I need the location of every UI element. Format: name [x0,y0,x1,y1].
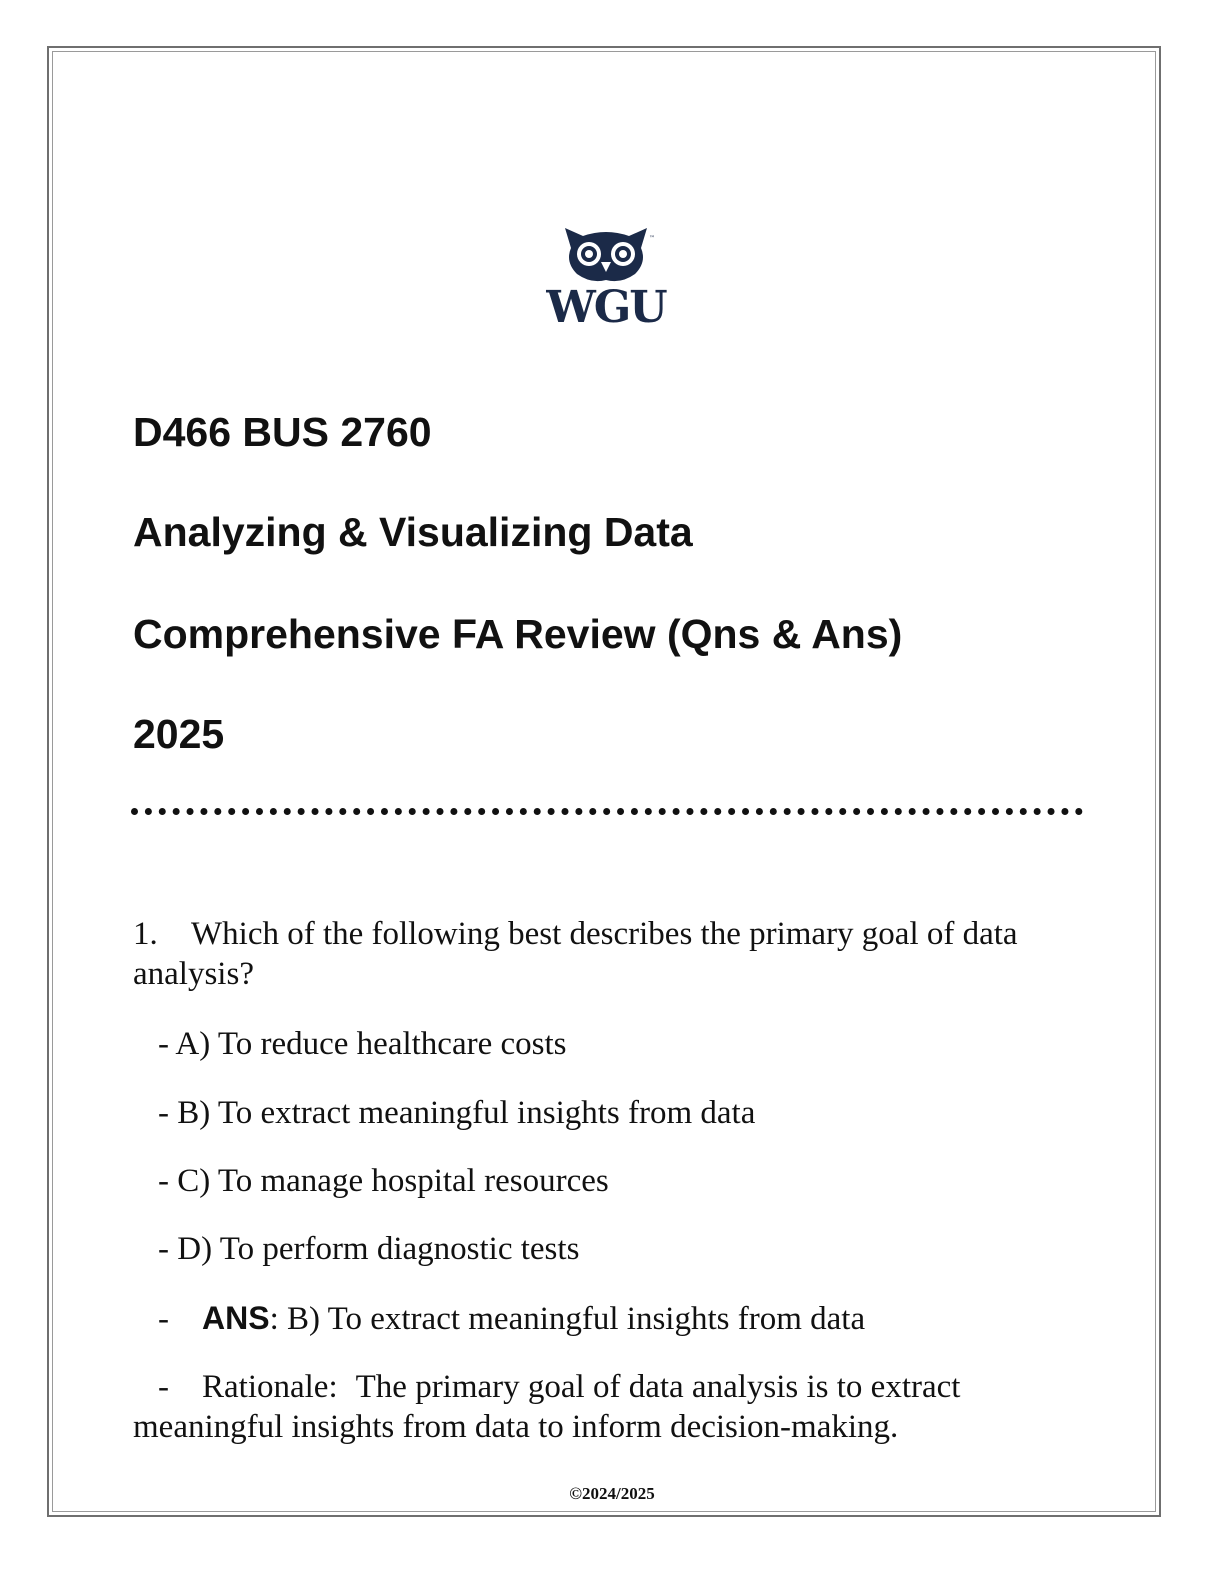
rationale-line [133,1367,1093,1447]
answer-label: ANS [202,1300,270,1336]
option-c: - C) To manage hospital resources [158,1163,609,1199]
document-year: 2025 [133,711,225,757]
dotted-divider [131,808,1083,815]
rationale-label: Rationale: [202,1369,338,1405]
wgu-logo [543,222,669,334]
answer-text: : B) To extract meaningful insights from data [269,1301,866,1337]
owl-icon [543,222,669,286]
rationale-text: The primary goal of data analysis is to extract meaningful insights from data to inform decision-making. [133,1369,961,1445]
course-code: D466 BUS 2760 [133,409,432,455]
trademark-symbol: ™ [649,235,655,242]
document-subtitle: Comprehensive FA Review (Qns & Ans) [133,611,903,657]
question-1 [133,914,1093,994]
option-d: - D) To perform diagnostic tests [158,1231,580,1267]
logo-wordmark: WGU [546,282,666,333]
question-text: Which of the following best describes the primary goal of data analysis? [133,916,1018,992]
option-b: - B) To extract meaningful insights from data [158,1095,756,1131]
rationale-dash: - [158,1369,169,1405]
course-name: Analyzing & Visualizing Data [133,509,693,555]
copyright-footer: ©2024/2025 [569,1484,655,1503]
answer-line [158,1298,865,1339]
question-number: 1. [133,916,158,952]
option-a: - A) To reduce healthcare costs [158,1026,567,1062]
answer-dash: - [158,1301,169,1337]
